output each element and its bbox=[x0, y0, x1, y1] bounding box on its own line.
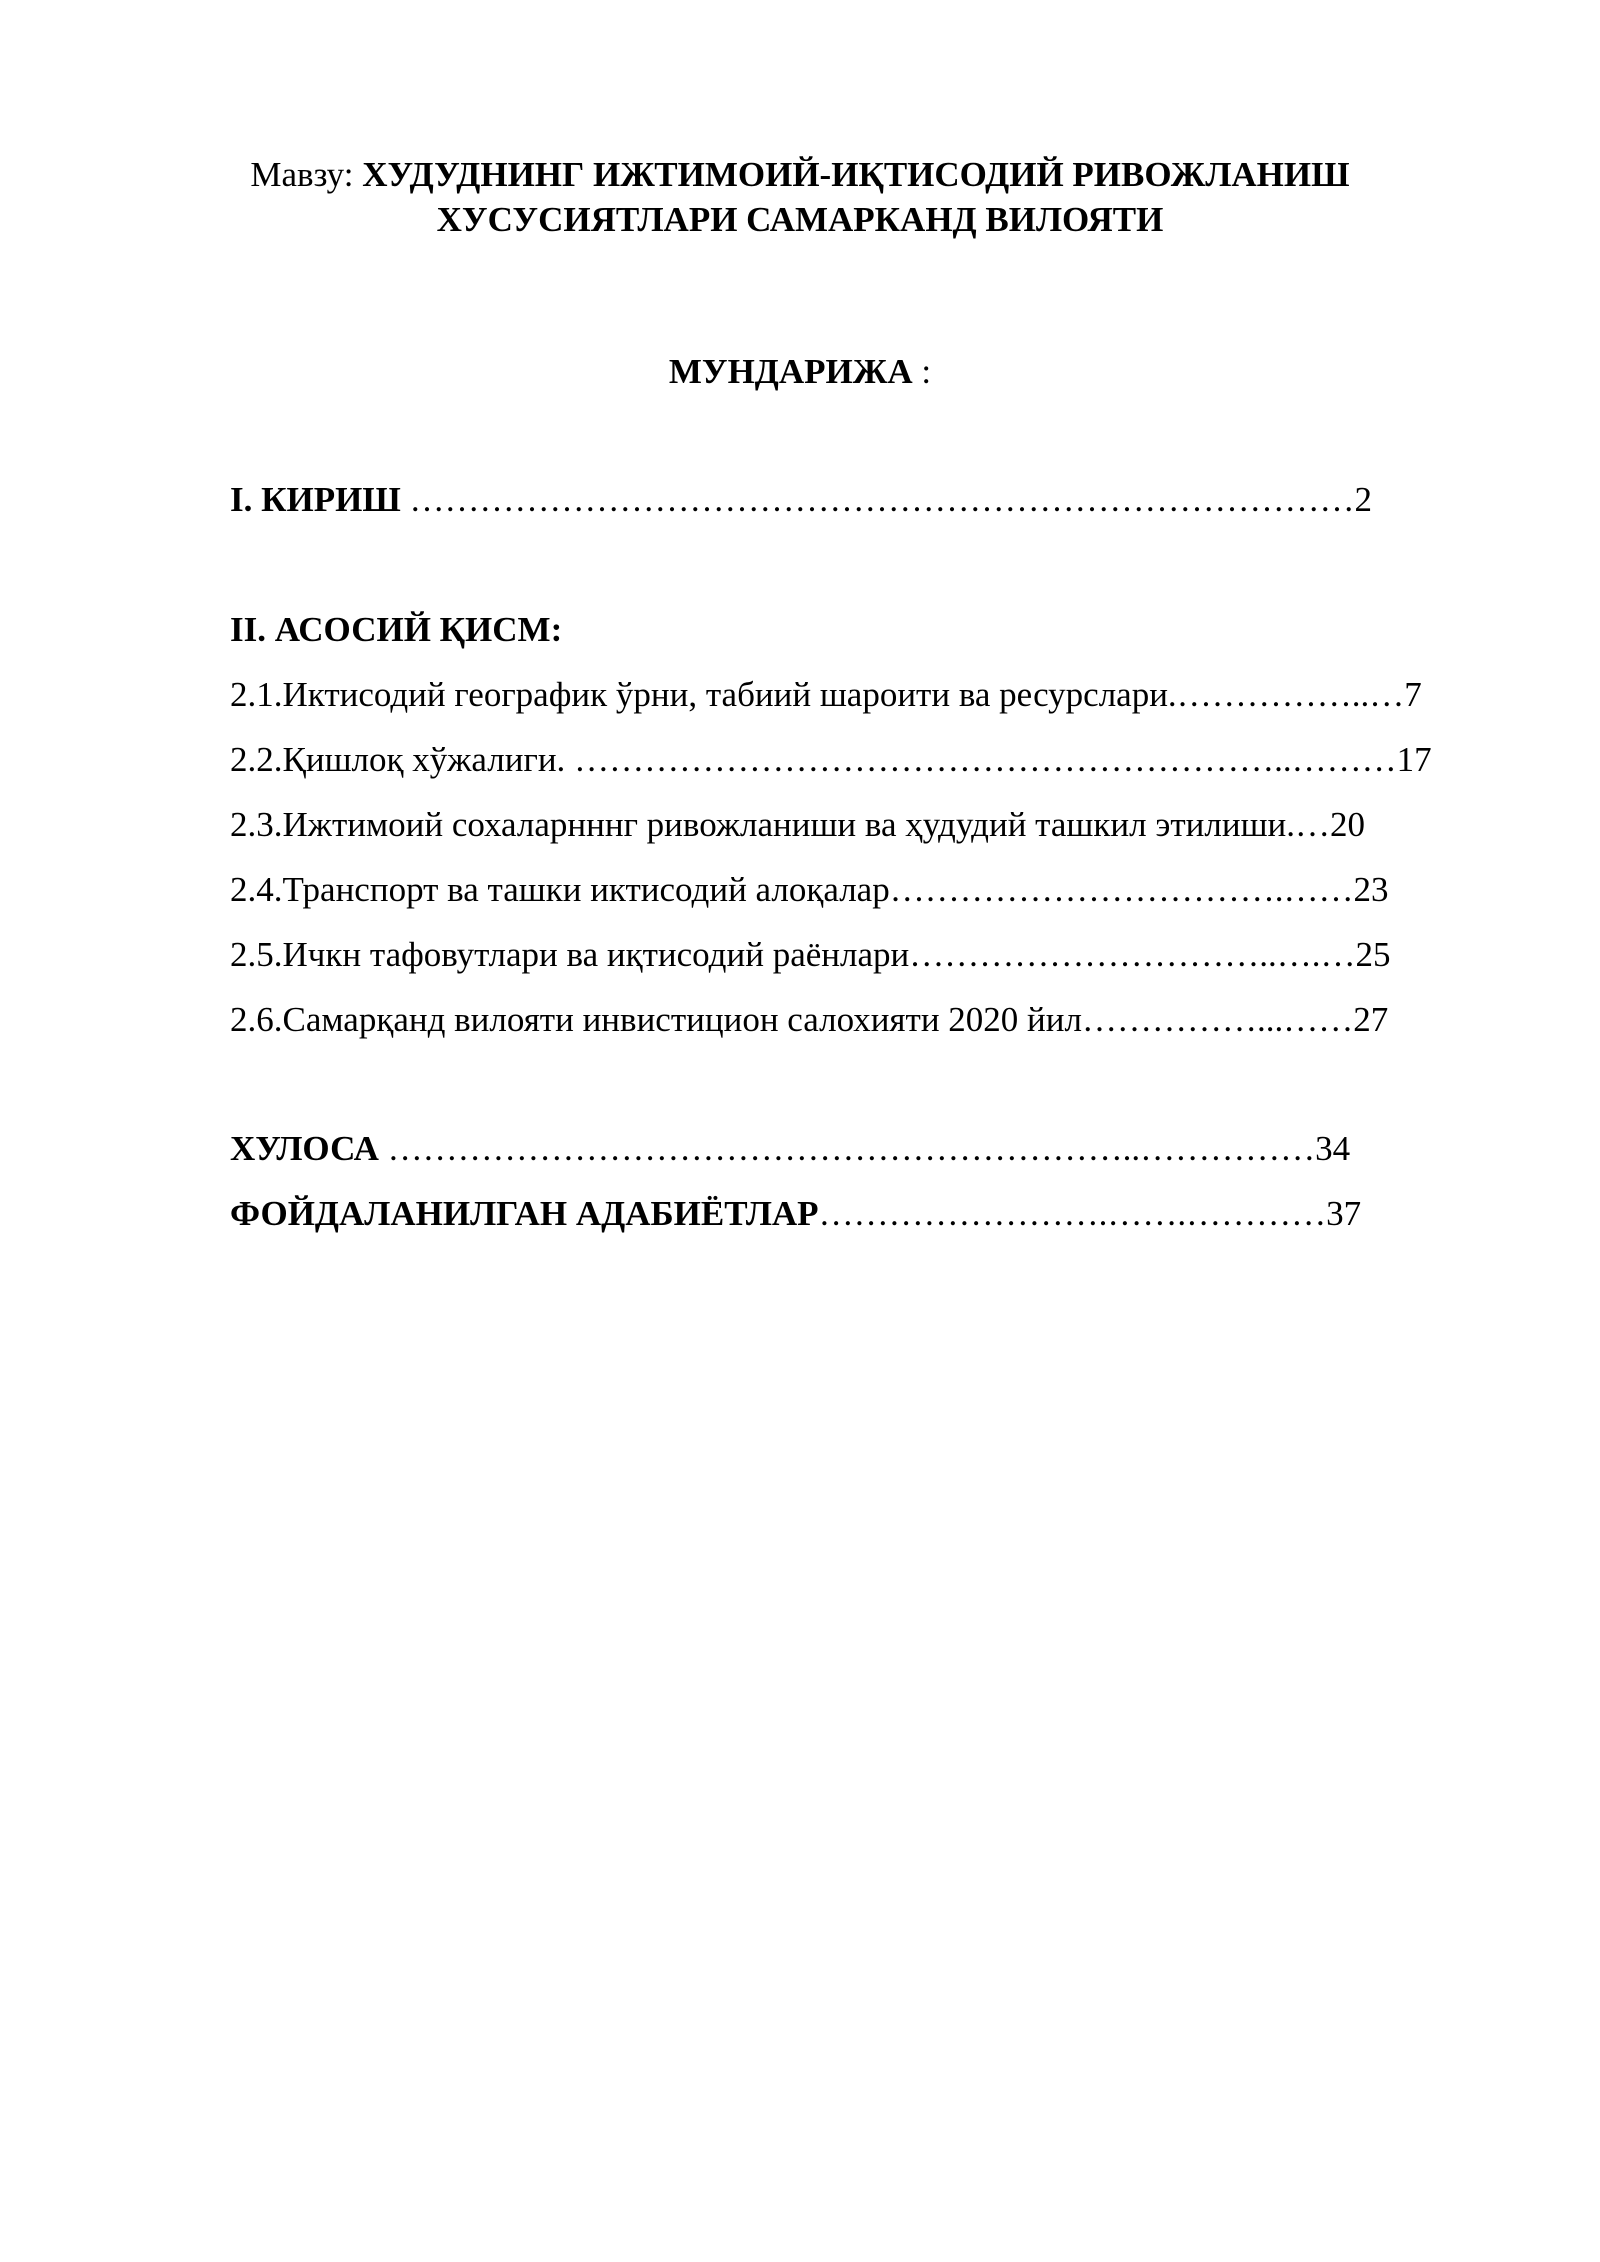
toc-entry-text: 2.1.Иктисодий географик ўрни, табиий шароити ва ресурслари. bbox=[230, 675, 1177, 714]
topic-line-2 bbox=[0, 193, 1600, 247]
toc-entry-page: 27 bbox=[1353, 1000, 1389, 1039]
toc-entry-text: 2.5.Ичкн тафовутлари ва иқтисодий раёнлари bbox=[230, 935, 910, 974]
toc-entry-page: 23 bbox=[1353, 870, 1389, 909]
toc-entry-text: 2.4.Транспорт ва ташки иктисодий алоқалар bbox=[230, 870, 890, 909]
topic-title-line-2: ХУСУСИЯТЛАРИ САМАРКАНД ВИЛОЯТИ bbox=[436, 200, 1164, 239]
toc-entry-page: 2 bbox=[1354, 480, 1373, 519]
toc-entry-2-1 bbox=[230, 668, 1422, 722]
toc-entry-page: 37 bbox=[1326, 1194, 1362, 1233]
topic-title-line-1: ХУДУДНИНГ ИЖТИМОИЙ-ИҚТИСОДИЙ РИВОЖЛАНИШ bbox=[362, 155, 1350, 194]
toc-heading bbox=[0, 345, 1600, 399]
toc-entry-text: 2.2.Қишлоқ хўжалиги. bbox=[230, 740, 575, 779]
toc-heading-label: МУНДАРИЖА bbox=[668, 352, 913, 391]
toc-entry-page: 20 bbox=[1330, 805, 1366, 844]
toc-entry-leader: ……………………………………………………………………… bbox=[400, 480, 1355, 519]
toc-entry-references bbox=[230, 1187, 1361, 1241]
toc-entry-leader: …………………………..….… bbox=[909, 935, 1356, 974]
toc-entry-page: 25 bbox=[1355, 935, 1391, 974]
toc-entry-label: ХУЛОСА bbox=[230, 1129, 379, 1168]
toc-entry-text: 2.3.Ижтимоий сохаларнннг ривожланиши ва ҳудудий ташкил этилиши. bbox=[230, 805, 1296, 844]
toc-entry-2-3 bbox=[230, 798, 1365, 852]
toc-entry-leader: …………………………….…… bbox=[889, 870, 1354, 909]
toc-entry-leader: ……………………………………………………..……… bbox=[574, 740, 1397, 779]
toc-entry-2-4 bbox=[230, 863, 1388, 917]
toc-entry-2-6 bbox=[230, 993, 1388, 1047]
toc-entry-text: 2.6.Самарқанд вилояти инвистицион салохияти 2020 йил bbox=[230, 1000, 1082, 1039]
toc-section-main: II. АСОСИЙ ҚИСМ: bbox=[230, 610, 563, 649]
toc-entry-label: I. КИРИШ bbox=[230, 480, 401, 519]
toc-entry-2-5 bbox=[230, 928, 1390, 982]
toc-entry-intro bbox=[230, 473, 1372, 527]
topic-prefix: Мавзу: bbox=[250, 155, 363, 194]
toc-entry-page: 7 bbox=[1404, 675, 1422, 714]
toc-heading-suffix: : bbox=[912, 352, 932, 391]
toc-entry-2-2 bbox=[230, 733, 1432, 787]
toc-entry-conclusion bbox=[230, 1122, 1350, 1176]
toc-entry-leader: ……………..… bbox=[1176, 675, 1405, 714]
toc-entry-leader: ………………………………………………………..…………… bbox=[378, 1129, 1316, 1168]
toc-entry-label: ФОЙДАЛАНИЛГАН АДАБИЁТЛАР bbox=[230, 1194, 819, 1233]
toc-entry-leader: … bbox=[1295, 805, 1331, 844]
toc-entry-page: 17 bbox=[1396, 740, 1432, 779]
toc-entry-leader: ……………...…… bbox=[1081, 1000, 1354, 1039]
toc-entry-leader: …………………….…….………… bbox=[818, 1194, 1327, 1233]
toc-entry-page: 34 bbox=[1315, 1129, 1351, 1168]
